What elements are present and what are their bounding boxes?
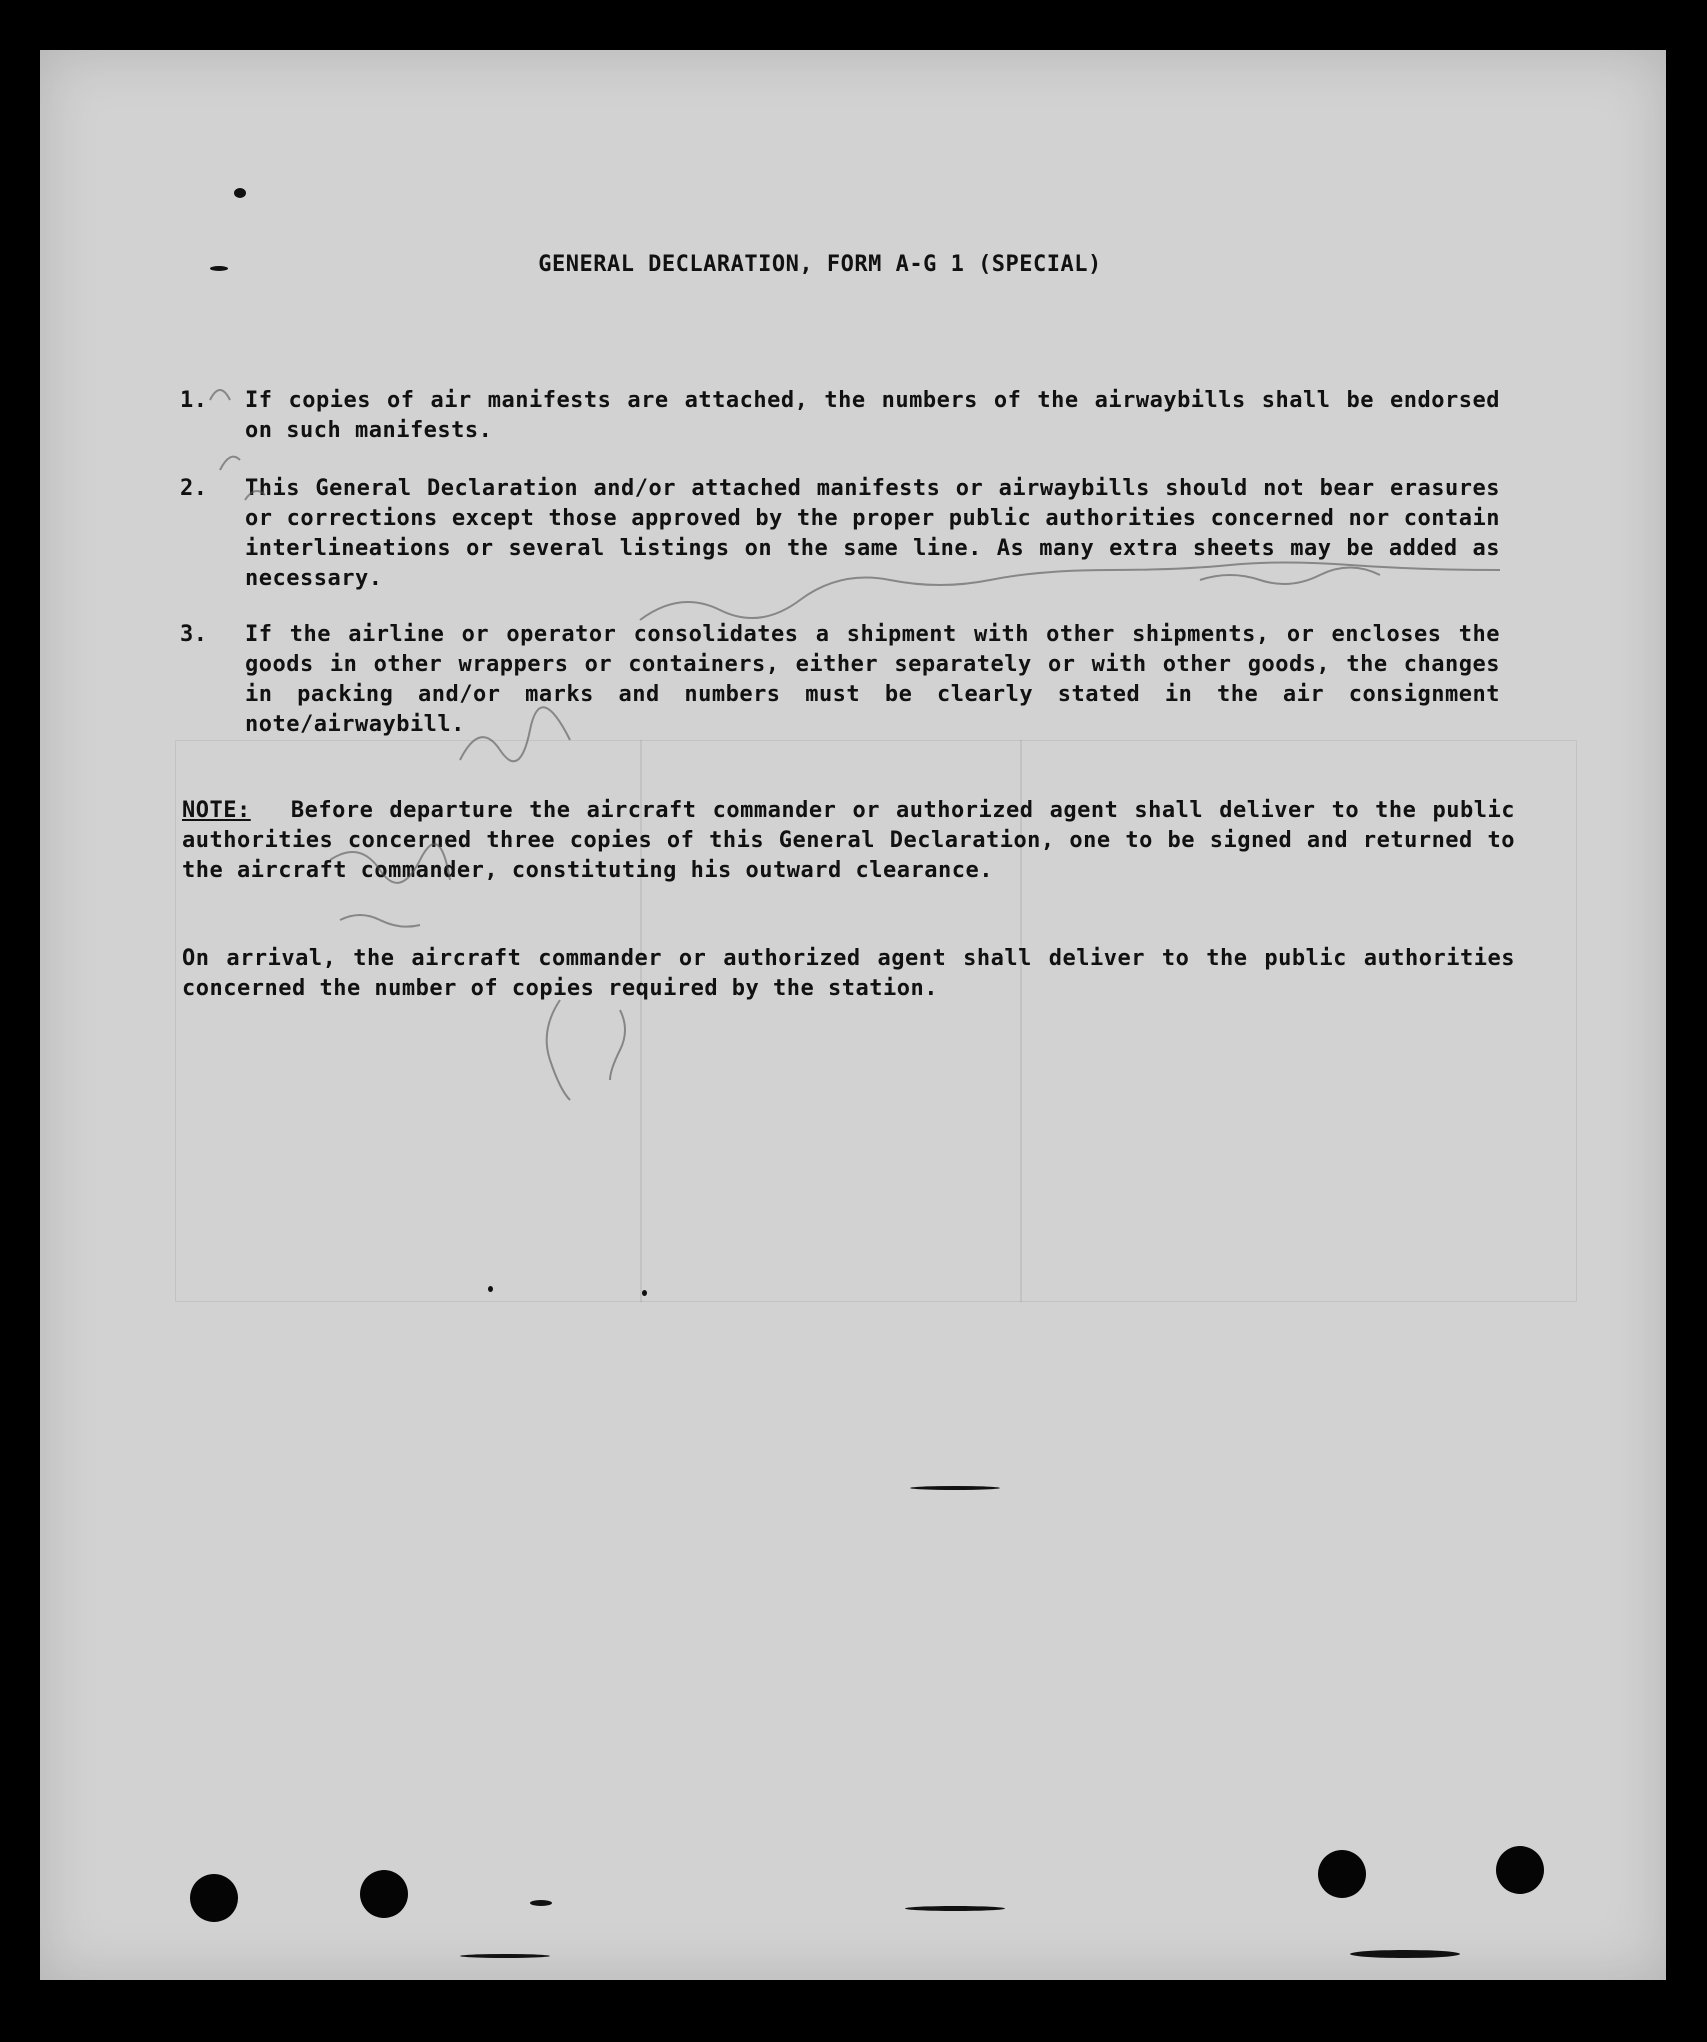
speck bbox=[905, 1906, 1005, 1911]
instruction-text: If the airline or operator consolidates a shipment with other shipments, or encloses the goods in other wrappers or containers, either separately or with other goods, the changes in packing and/or marks and numbers must be clearly stated in the air consignment note/airwaybill. bbox=[245, 622, 1500, 737]
instruction-number: 1. bbox=[180, 388, 208, 413]
instruction-number: 3. bbox=[180, 622, 208, 647]
note-paragraph bbox=[182, 796, 1515, 886]
speck bbox=[488, 1286, 493, 1292]
speck bbox=[460, 1954, 550, 1958]
instruction-item bbox=[140, 474, 1500, 594]
instruction-number: 2. bbox=[180, 476, 208, 501]
punch-hole bbox=[190, 1874, 238, 1922]
document-title: GENERAL DECLARATION, FORM A-G 1 (SPECIAL) bbox=[538, 252, 1102, 277]
punch-hole bbox=[360, 1870, 408, 1918]
speck bbox=[1350, 1950, 1460, 1958]
punch-hole bbox=[1496, 1846, 1544, 1894]
arrival-paragraph: On arrival, the aircraft commander or authorized agent shall deliver to the public authorities concerned the number of copies required by the station. bbox=[182, 946, 1515, 1001]
speck bbox=[642, 1290, 647, 1296]
note-label: NOTE: bbox=[182, 798, 251, 823]
punch-hole bbox=[1318, 1850, 1366, 1898]
instruction-item bbox=[140, 386, 1500, 446]
instruction-text: This General Declaration and/or attached manifests or airwaybills should not bear erasures or corrections except those approved by the proper public authorities concerned nor contain interlineations or several listings on the same line. As many extra sheets may be added as necessary. bbox=[245, 476, 1500, 591]
speck bbox=[910, 1486, 1000, 1490]
instruction-text: If copies of air manifests are attached, the numbers of the airwaybills shall be endorsed on such manifests. bbox=[245, 388, 1500, 443]
instruction-item bbox=[140, 620, 1500, 740]
note-text: Before departure the aircraft commander or authorized agent shall deliver to the public authorities concerned three copies of this General Declaration, one to be signed and returned to the aircraft commander, constituting his outward clearance. bbox=[182, 798, 1515, 883]
speck bbox=[210, 266, 228, 271]
speck bbox=[530, 1900, 552, 1906]
speck bbox=[234, 188, 246, 198]
